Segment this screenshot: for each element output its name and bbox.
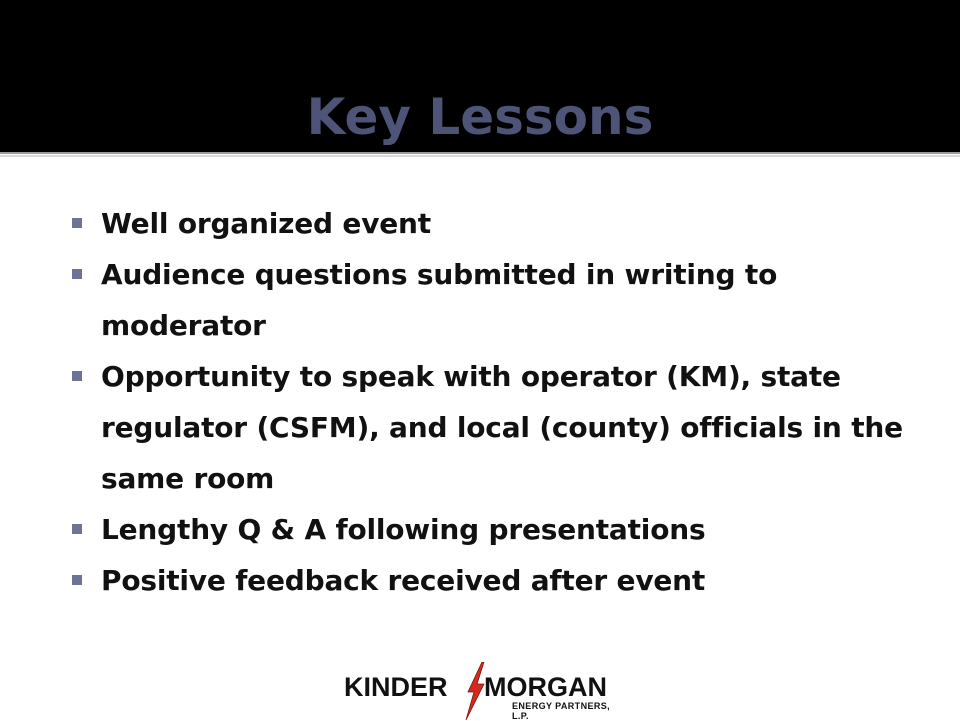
bullet-item xyxy=(72,249,912,351)
logo-name-right: MORGAN xyxy=(484,672,607,702)
slide-title: Key Lessons xyxy=(306,87,654,146)
bullet-item xyxy=(72,504,912,555)
title-divider xyxy=(0,152,960,154)
bullet-text: Opportunity to speak with operator (KM), state regulator (CSFM), and local (county) officials in the same room xyxy=(101,360,903,495)
kinder-morgan-logo xyxy=(344,662,620,720)
square-bullet-icon xyxy=(72,575,82,585)
bullet-item xyxy=(72,198,912,249)
square-bullet-icon xyxy=(72,218,82,228)
title-divider-light xyxy=(0,155,960,157)
square-bullet-icon xyxy=(72,269,82,279)
square-bullet-icon xyxy=(72,371,82,381)
bullet-item xyxy=(72,351,912,504)
bullet-item xyxy=(72,555,912,606)
bullet-list xyxy=(72,198,912,606)
logo-subtitle: ENERGY PARTNERS, L.P. xyxy=(512,701,611,721)
square-bullet-icon xyxy=(72,524,82,534)
bullet-text: Audience questions submitted in writing to moderator xyxy=(101,258,778,342)
logo-name-left: KINDER xyxy=(344,672,448,702)
bullet-text: Positive feedback received after event xyxy=(101,564,706,597)
bullet-text: Well organized event xyxy=(101,207,431,240)
lightning-bolt-icon xyxy=(462,662,486,720)
bullet-text: Lengthy Q & A following presentations xyxy=(101,513,706,546)
